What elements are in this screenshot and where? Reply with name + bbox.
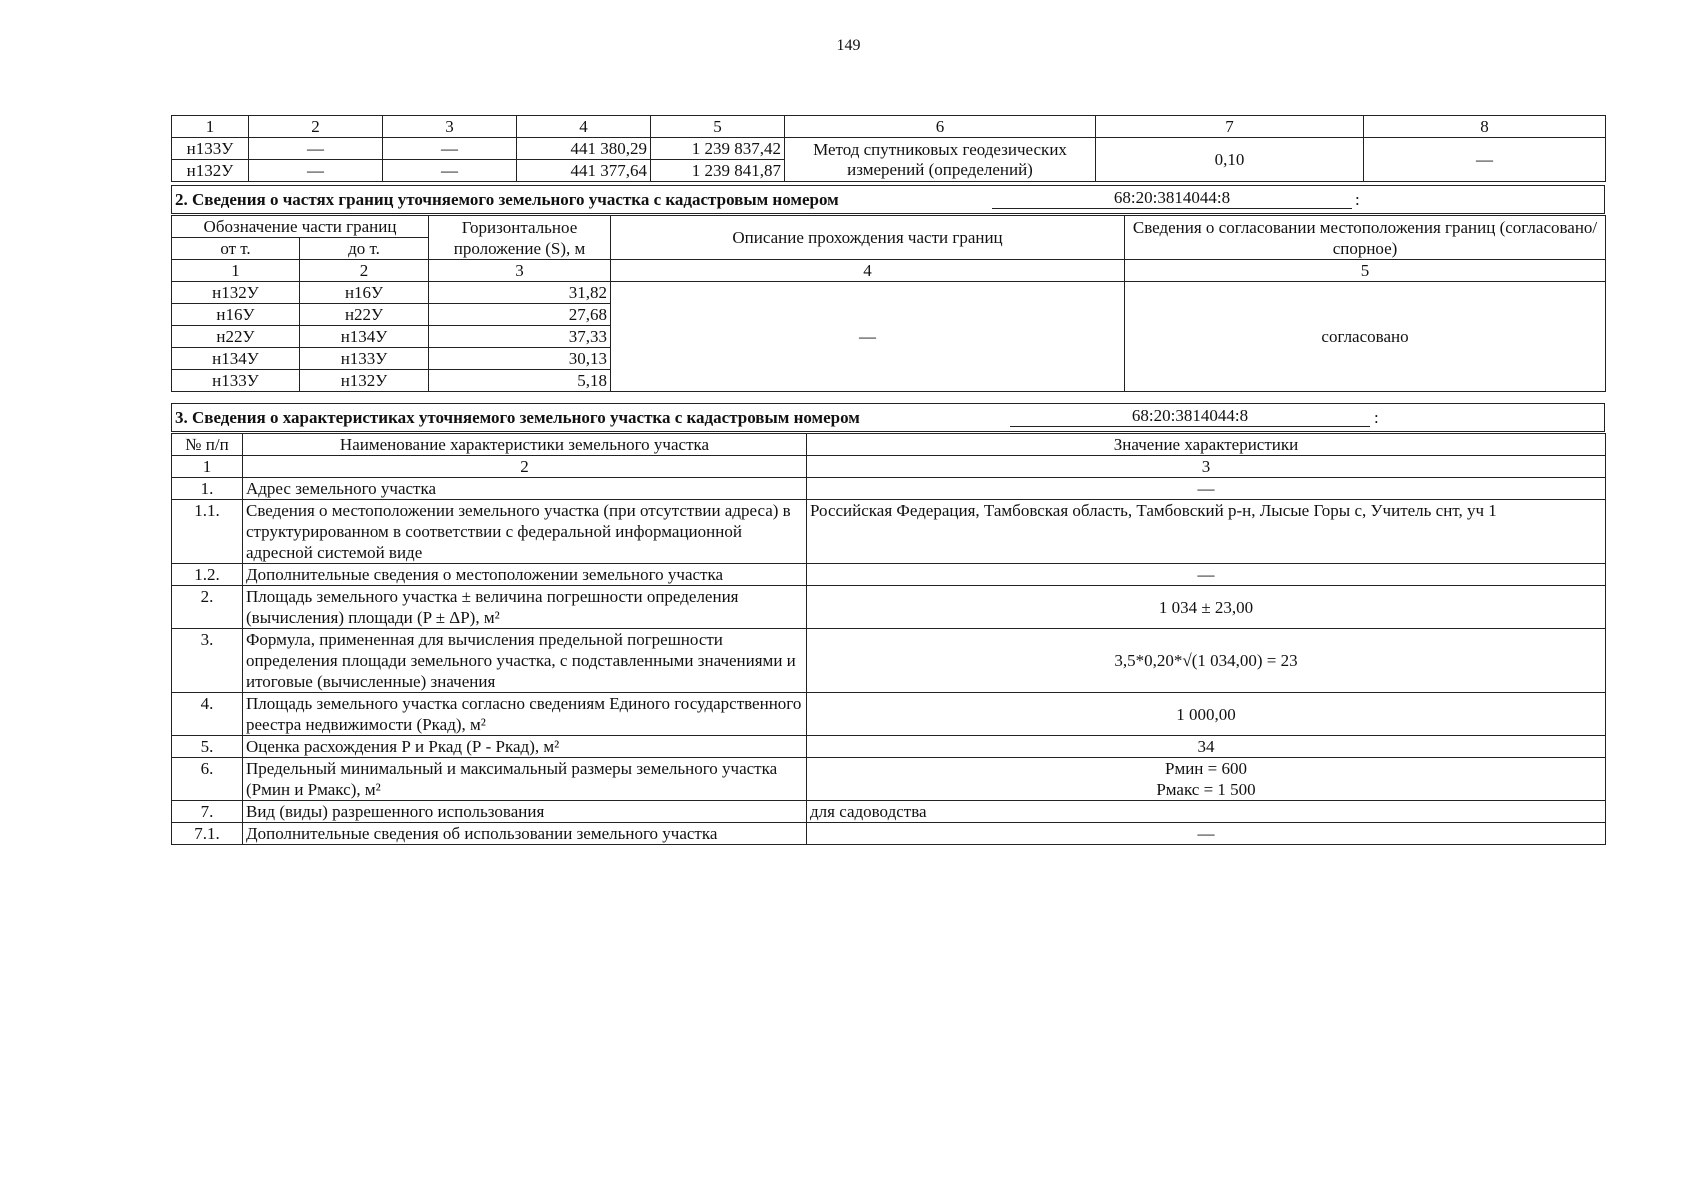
- row-number: 6.: [172, 758, 243, 801]
- row-number: 5.: [172, 736, 243, 758]
- table-row: [172, 823, 1606, 845]
- header-cell: 6: [785, 116, 1096, 138]
- header-cell: 4: [611, 260, 1125, 282]
- header-cell: 8: [1364, 116, 1606, 138]
- from-cell: н22У: [172, 326, 300, 348]
- y-cell: 1 239 841,87: [651, 160, 785, 182]
- table-row: [172, 629, 1606, 693]
- characteristic-value: 1 034 ± 23,00: [807, 586, 1606, 629]
- characteristic-value: 34: [807, 736, 1606, 758]
- x-cell: 441 380,29: [517, 138, 651, 160]
- header-cell: 3: [807, 456, 1606, 478]
- min-size-value: Рмин = 600: [1165, 759, 1247, 778]
- method-cell: Метод спутниковых геодезических измерений (определений): [785, 138, 1096, 182]
- row-number: 7.1.: [172, 823, 243, 845]
- row-number: 1.2.: [172, 564, 243, 586]
- characteristic-name: Оценка расхождения Р и Ркад (Р - Ркад), м²: [243, 736, 807, 758]
- section3-cadastral-number: 68:20:3814044:8: [1010, 405, 1370, 427]
- table-header-row: [172, 116, 1606, 138]
- to-cell: н16У: [300, 282, 429, 304]
- characteristic-name: Вид (виды) разрешенного использования: [243, 801, 807, 823]
- row-number: 1.1.: [172, 500, 243, 564]
- section3-title-bar: [171, 403, 1605, 432]
- header-cell: 1: [172, 116, 249, 138]
- section2-cadastral-number: 68:20:3814044:8: [992, 187, 1352, 209]
- characteristic-value: для садоводства: [807, 801, 1606, 823]
- table-header-row: [172, 456, 1606, 478]
- characteristic-value: 3,5*0,20*√(1 034,00) = 23: [807, 629, 1606, 693]
- row-number: 4.: [172, 693, 243, 736]
- header-cell: 7: [1096, 116, 1364, 138]
- length-cell: 27,68: [429, 304, 611, 326]
- characteristic-value: Российская Федерация, Тамбовская область, Тамбовский р-н, Лысые Горы с, Учитель снт, уч 1: [807, 500, 1606, 564]
- characteristic-value: 1 000,00: [807, 693, 1606, 736]
- header-cell: 2: [249, 116, 383, 138]
- table-header-row: [172, 260, 1606, 282]
- description-cell: —: [611, 282, 1125, 392]
- cell: —: [249, 138, 383, 160]
- row-number: 7.: [172, 801, 243, 823]
- max-size-value: Рмакс = 1 500: [1156, 780, 1256, 799]
- header-cell: № п/п: [172, 434, 243, 456]
- row-number: 1.: [172, 478, 243, 500]
- row-number: 3.: [172, 629, 243, 693]
- header-cell: Наименование характеристики земельного участка: [243, 434, 807, 456]
- boundary-parts-table: [171, 215, 1606, 392]
- cell: —: [1364, 138, 1606, 182]
- table-row: [172, 736, 1606, 758]
- row-number: 2.: [172, 586, 243, 629]
- section2-title: 2. Сведения о частях границ уточняемого земельного участка с кадастровым номером: [175, 190, 839, 209]
- from-cell: н132У: [172, 282, 300, 304]
- agreement-cell: согласовано: [1125, 282, 1606, 392]
- characteristics-table: [171, 433, 1606, 845]
- table-row: [172, 693, 1606, 736]
- header-cell: 4: [517, 116, 651, 138]
- header-cell: 1: [172, 456, 243, 478]
- length-cell: 31,82: [429, 282, 611, 304]
- cell: —: [249, 160, 383, 182]
- characteristic-value: —: [807, 478, 1606, 500]
- point-cell: н133У: [172, 138, 249, 160]
- accuracy-cell: 0,10: [1096, 138, 1364, 182]
- length-cell: 37,33: [429, 326, 611, 348]
- header-cell: Сведения о согласовании местоположения границ (согласовано/спорное): [1125, 216, 1606, 260]
- to-cell: н22У: [300, 304, 429, 326]
- length-cell: 5,18: [429, 370, 611, 392]
- y-cell: 1 239 837,42: [651, 138, 785, 160]
- header-cell: Значение характеристики: [807, 434, 1606, 456]
- characteristic-name: Дополнительные сведения об использовании земельного участка: [243, 823, 807, 845]
- characteristic-name: Сведения о местоположении земельного участка (при отсутствии адреса) в структурированном в соответствии с федеральной информационной адресной системой виде: [243, 500, 807, 564]
- page-number: 149: [836, 37, 861, 54]
- coordinates-table: [171, 115, 1606, 182]
- section3-colon: :: [1374, 408, 1379, 427]
- header-cell: 3: [429, 260, 611, 282]
- section2-colon: :: [1355, 190, 1360, 209]
- characteristic-name: Дополнительные сведения о местоположении земельного участка: [243, 564, 807, 586]
- table-row: [172, 758, 1606, 801]
- characteristic-name: Предельный минимальный и максимальный размеры земельного участка (Рмин и Рмакс), м²: [243, 758, 807, 801]
- header-cell: до т.: [300, 238, 429, 260]
- cell: —: [383, 138, 517, 160]
- characteristic-name: Адрес земельного участка: [243, 478, 807, 500]
- header-cell: Горизонтальное проложение (S), м: [429, 216, 611, 260]
- table-row: [172, 564, 1606, 586]
- header-cell: 1: [172, 260, 300, 282]
- header-cell: от т.: [172, 238, 300, 260]
- from-cell: н134У: [172, 348, 300, 370]
- to-cell: н132У: [300, 370, 429, 392]
- cell: —: [383, 160, 517, 182]
- table-row: [172, 282, 1606, 304]
- characteristic-name: Площадь земельного участка согласно сведениям Единого государственного реестра недвижимости (Ркад), м²: [243, 693, 807, 736]
- section2-title-bar: [171, 185, 1605, 214]
- section3-title: 3. Сведения о характеристиках уточняемого земельного участка с кадастровым номером: [175, 408, 860, 427]
- header-cell: 5: [1125, 260, 1606, 282]
- characteristic-value: —: [807, 823, 1606, 845]
- table-row: [172, 478, 1606, 500]
- header-cell: Обозначение части границ: [172, 216, 429, 238]
- characteristic-name: Площадь земельного участка ± величина погрешности определения (вычисления) площади (P ± ΔP), м²: [243, 586, 807, 629]
- table-row: [172, 138, 1606, 160]
- characteristic-value: —: [807, 564, 1606, 586]
- header-cell: 2: [243, 456, 807, 478]
- header-cell: Описание прохождения части границ: [611, 216, 1125, 260]
- table-row: [172, 801, 1606, 823]
- from-cell: н16У: [172, 304, 300, 326]
- x-cell: 441 377,64: [517, 160, 651, 182]
- to-cell: н133У: [300, 348, 429, 370]
- table-header-row: [172, 434, 1606, 456]
- table-header-row: [172, 216, 1606, 238]
- characteristic-name: Формула, примененная для вычисления предельной погрешности определения площади земельного участка, с подставленными значениями и итоговые (вычисленные) значения: [243, 629, 807, 693]
- header-cell: 5: [651, 116, 785, 138]
- table-row: [172, 586, 1606, 629]
- characteristic-value: [807, 758, 1606, 801]
- length-cell: 30,13: [429, 348, 611, 370]
- header-cell: 2: [300, 260, 429, 282]
- header-cell: 3: [383, 116, 517, 138]
- table-row: [172, 500, 1606, 564]
- point-cell: н132У: [172, 160, 249, 182]
- from-cell: н133У: [172, 370, 300, 392]
- to-cell: н134У: [300, 326, 429, 348]
